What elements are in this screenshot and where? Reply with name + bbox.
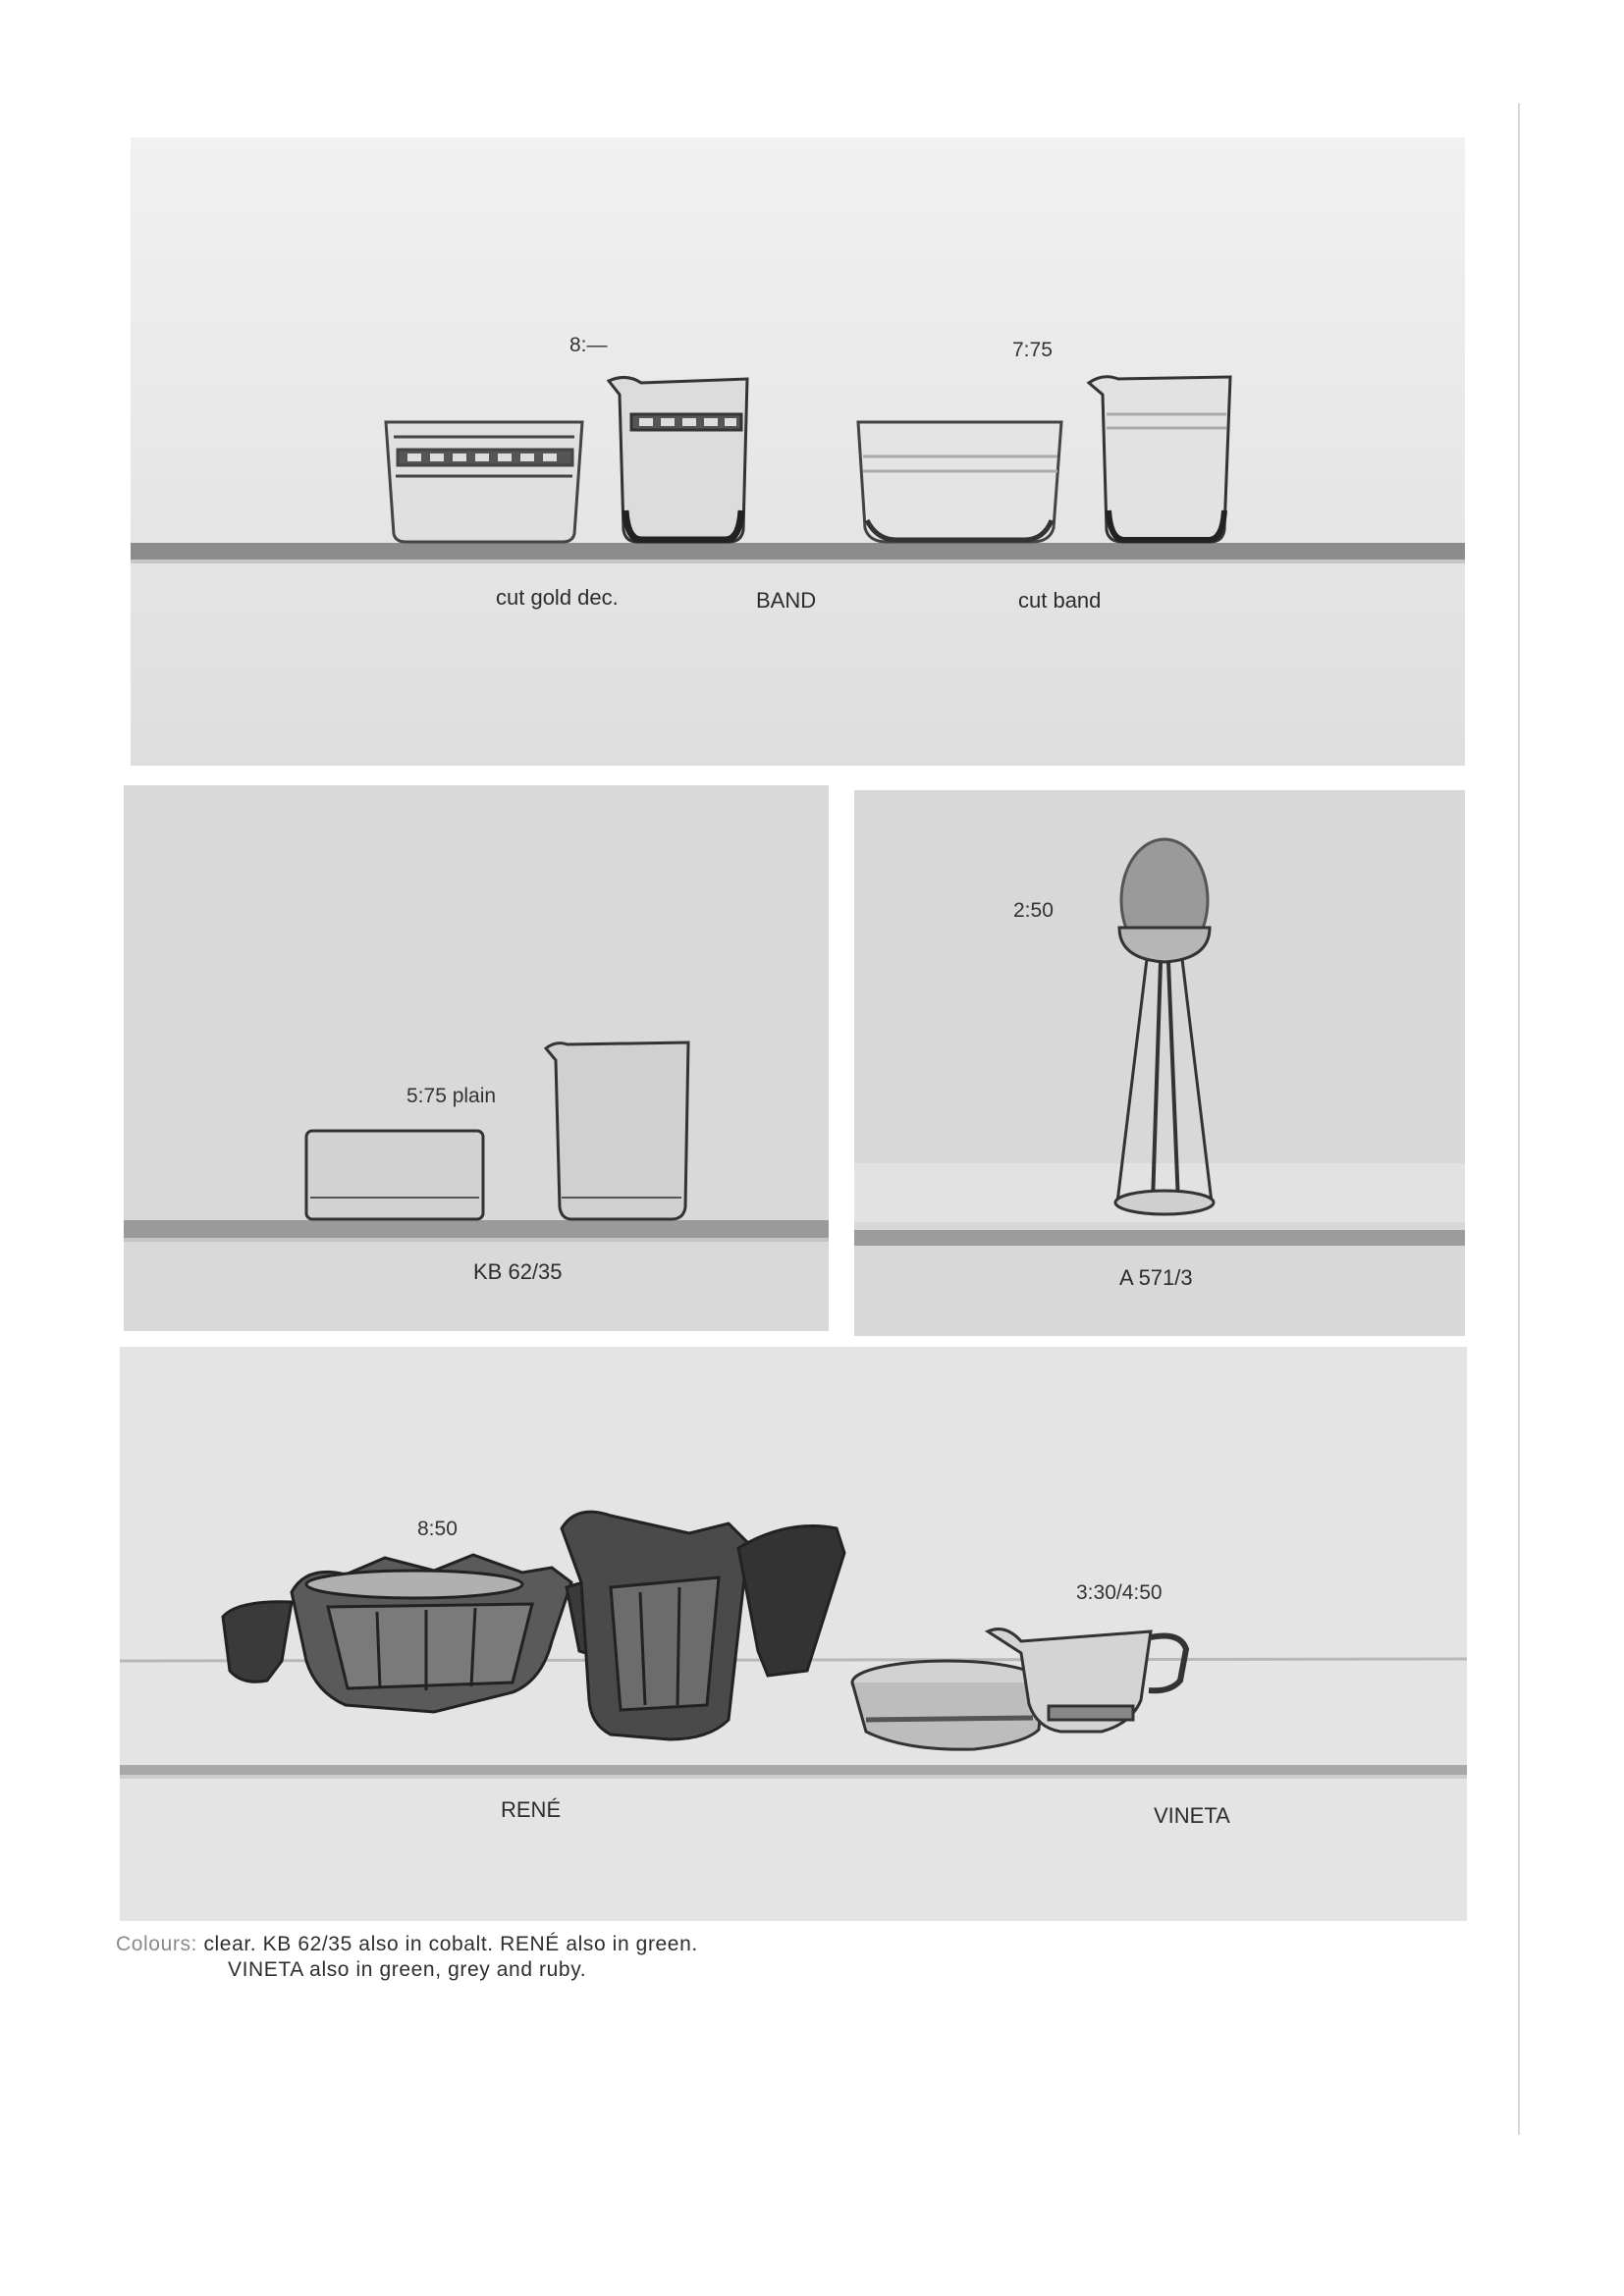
kb-jug — [546, 1042, 688, 1219]
label-rene: RENÉ — [501, 1797, 562, 1822]
price-cut-band: 7:75 — [1012, 339, 1053, 361]
cut-gold-bowl — [386, 422, 582, 542]
cut-band-bowl — [858, 422, 1061, 542]
page-edge-rule — [1518, 103, 1520, 2135]
kb-panel-illustration — [124, 785, 829, 1331]
price-a571: 2:50 — [1013, 899, 1054, 922]
label-vineta: VINETA — [1154, 1803, 1230, 1828]
price-rene: 8:50 — [417, 1518, 458, 1540]
label-cut-band: cut band — [1018, 588, 1102, 613]
photo-panel-bottom — [120, 1347, 1467, 1921]
colours-line-1: clear. KB 62/35 also in cobalt. RENÉ also in green. — [203, 1933, 698, 1955]
label-cut-gold-dec: cut gold dec. — [496, 585, 619, 610]
colours-heading: Colours: — [116, 1933, 197, 1955]
bottom-panel-illustration — [120, 1347, 1467, 1921]
label-band: BAND — [756, 588, 817, 613]
colours-line-2: VINETA also in green, grey and ruby. — [228, 1958, 587, 1981]
kb-bowl — [306, 1131, 483, 1219]
label-kb-62-35: KB 62/35 — [473, 1259, 563, 1284]
price-kb: 5:75 plain — [406, 1085, 497, 1107]
label-a-571-3: A 571/3 — [1119, 1265, 1193, 1290]
colours-note — [116, 1932, 698, 1981]
cut-band-jug — [1089, 377, 1230, 542]
price-vineta: 3:30/4:50 — [1076, 1581, 1163, 1604]
photo-panel-kb — [124, 785, 829, 1331]
cut-gold-jug — [609, 377, 747, 542]
top-panel-illustration — [131, 137, 1465, 766]
photo-panel-top — [131, 137, 1465, 766]
photo-panel-a571 — [854, 790, 1465, 1336]
price-cut-gold: 8:— — [569, 334, 608, 356]
vineta-dish — [852, 1661, 1043, 1749]
a571-panel-illustration — [854, 790, 1465, 1336]
